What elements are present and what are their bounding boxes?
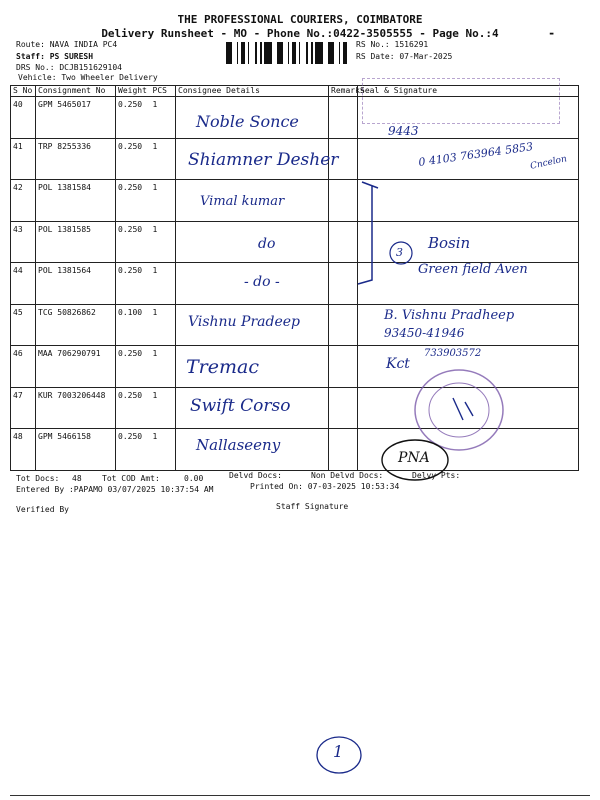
row-pcs: 1 — [151, 263, 176, 305]
handwritten-signature-46a: Kct — [386, 356, 410, 372]
row-weight: 0.250 — [116, 429, 151, 471]
col-pcs: PCS — [151, 86, 176, 97]
handwritten-signature-45b: 93450-41946 — [384, 326, 465, 340]
handwritten-signature-43: Bosin — [428, 234, 471, 252]
row-sno: 40 — [11, 97, 36, 139]
bottom-rule — [10, 795, 590, 796]
col-remarks: Remarks — [329, 86, 358, 97]
row-seal — [358, 180, 579, 222]
vehicle-label: Vehicle: Two Wheeler Delivery — [18, 73, 158, 82]
row-sno: 45 — [11, 304, 36, 346]
handwritten-consignee-47: Swift Corso — [190, 396, 291, 416]
row-consignment: TCG 50826862 — [36, 304, 116, 346]
row-weight: 0.250 — [116, 180, 151, 222]
row-remarks — [329, 304, 358, 346]
runsheet-subtitle: Delivery Runsheet - MO - Phone No.:0422-3505555 - Page No.:4 — [101, 27, 499, 40]
tot-docs-label: Tot Docs: — [16, 474, 60, 483]
row-consignment: POL 1381585 — [36, 221, 116, 263]
bracket-mark — [350, 180, 390, 290]
handwritten-signature-41a: 9443 — [388, 124, 419, 138]
col-consignee: Consignee Details — [176, 86, 329, 97]
row-weight: 0.250 — [116, 387, 151, 429]
tot-cod-label: Tot COD Amt: — [102, 474, 160, 483]
pna-mark: PNA — [398, 450, 430, 466]
row-remarks — [329, 387, 358, 429]
circle-mark — [388, 240, 414, 266]
col-seal: Seal & Signature — [358, 86, 579, 97]
faint-stamp — [362, 78, 560, 124]
row-remarks — [329, 429, 358, 471]
row-weight: 0.250 — [116, 97, 151, 139]
row-pcs: 1 — [151, 180, 176, 222]
barcode — [226, 42, 350, 64]
verified-by-label: Verified By — [16, 505, 69, 514]
handwritten-consignee-44: - do - — [244, 274, 280, 290]
handwritten-consignee-45: Vishnu Pradeep — [188, 314, 300, 330]
rs-number: RS No.: 1516291 — [356, 40, 429, 49]
row-weight: 0.250 — [116, 346, 151, 388]
row-consignment: MAA 706290791 — [36, 346, 116, 388]
row-pcs: 1 — [151, 304, 176, 346]
row-sno: 41 — [11, 138, 36, 180]
col-weight: Weight — [116, 86, 151, 97]
row-sno: 42 — [11, 180, 36, 222]
staff-label: Staff: PS SURESH — [16, 52, 94, 61]
row-pcs: 1 — [151, 429, 176, 471]
row-sno: 43 — [11, 221, 36, 263]
staff-signature-label: Staff Signature — [276, 502, 349, 511]
row-pcs: 1 — [151, 221, 176, 263]
printed-on: Printed On: 07-03-2025 10:53:34 — [250, 482, 400, 491]
row-sno: 48 — [11, 429, 36, 471]
handwritten-signature-46b: 733903572 — [424, 348, 482, 359]
row-remarks — [329, 97, 358, 139]
route-label: Route: NAVA INDIA PC4 — [16, 40, 118, 49]
row-consignment: TRP 8255336 — [36, 138, 116, 180]
row-consignee — [176, 221, 329, 263]
handwritten-signature-45a: B. Vishnu Pradheep — [384, 308, 515, 323]
rs-date: RS Date: 07-Mar-2025 — [356, 52, 453, 61]
dash-mark: - — [548, 26, 556, 40]
table-row — [11, 180, 579, 222]
table-row — [11, 221, 579, 263]
delvy-pts-label: Delvy Pts: — [412, 471, 461, 480]
page-mark: 1 — [333, 742, 344, 761]
row-sno: 44 — [11, 263, 36, 305]
row-pcs: 1 — [151, 97, 176, 139]
handwritten-signature-41b: 0 4103 763964 5853 — [417, 140, 534, 169]
row-weight: 0.250 — [116, 263, 151, 305]
row-weight: 0.100 — [116, 304, 151, 346]
handwritten-consignee-41: Shiamner Desher — [188, 150, 339, 170]
row-pcs: 1 — [151, 387, 176, 429]
row-weight: 0.250 — [116, 138, 151, 180]
handwritten-signature-41c: Cncelon — [529, 154, 568, 172]
entered-by: Entered By :PAPAMO 03/07/2025 10:37:54 AM — [16, 485, 214, 494]
col-consignment: Consignment No — [36, 86, 116, 97]
row-weight: 0.250 — [116, 221, 151, 263]
row-consignment: KUR 7003206448 — [36, 387, 116, 429]
row-sno: 46 — [11, 346, 36, 388]
row-sno: 47 — [11, 387, 36, 429]
handwritten-signature-44: Green field Aven — [418, 262, 528, 277]
row-pcs: 1 — [151, 346, 176, 388]
handwritten-consignee-42: Vimal kumar — [200, 194, 285, 209]
row-consignment: POL 1381564 — [36, 263, 116, 305]
handwritten-consignee-46: Tremac — [186, 356, 259, 378]
handwritten-circled-3: 3 — [396, 246, 403, 259]
tot-cod-value: 0.00 — [184, 474, 204, 483]
row-pcs: 1 — [151, 138, 176, 180]
row-remarks — [329, 346, 358, 388]
handwritten-consignee-43: do — [258, 236, 276, 252]
row-consignment: GPM 5466158 — [36, 429, 116, 471]
non-delvd-docs-label: Non Delvd Docs: — [311, 471, 384, 480]
tot-docs-value: 48 — [72, 474, 82, 483]
col-sno: S No — [11, 86, 36, 97]
row-consignment: POL 1381584 — [36, 180, 116, 222]
company-title: THE PROFESSIONAL COURIERS, COIMBATORE — [177, 13, 423, 26]
handwritten-consignee-40: Noble Sonce — [196, 112, 299, 131]
drs-label: DRS No.: DCJB151629104 — [16, 63, 122, 72]
handwritten-consignee-48: Nallaseeny — [196, 436, 281, 454]
delvd-docs-label: Delvd Docs: — [229, 471, 282, 480]
row-consignment: GPM 5465017 — [36, 97, 116, 139]
